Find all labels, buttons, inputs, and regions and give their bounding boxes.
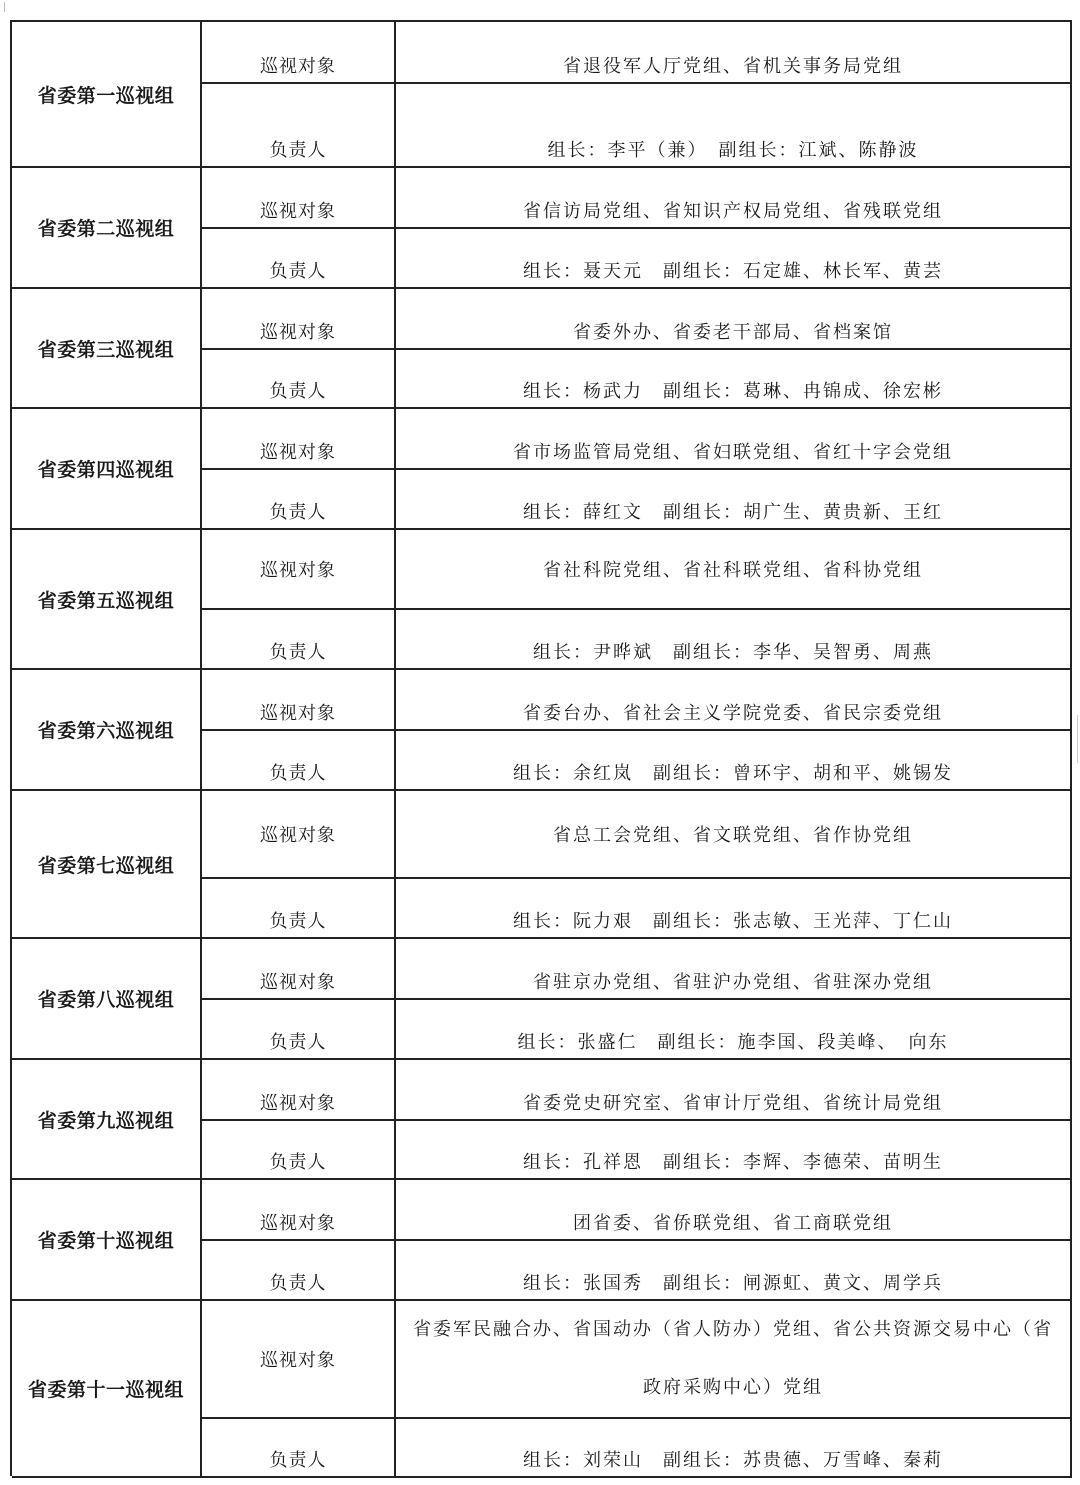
target-value: 省委党史研究室、省审计厅党组、省统计局党组 — [396, 1060, 1072, 1119]
leader-label: 负责人 — [202, 229, 396, 287]
leader-row — [202, 731, 1072, 789]
crop-mark — [4, 2, 9, 12]
leader-value: 组长：李平（兼） 副组长：江斌、陈静波 — [396, 84, 1072, 166]
target-row — [202, 939, 1072, 1000]
leader-label: 负责人 — [202, 1419, 396, 1476]
target-row — [202, 791, 1072, 879]
group-name: 省委第一巡视组 — [12, 22, 202, 166]
group-name: 省委第六巡视组 — [12, 670, 202, 789]
leader-value: 组长：尹晔斌 副组长：李华、吴智勇、周燕 — [396, 610, 1072, 668]
group-row — [12, 791, 1072, 939]
leader-label: 负责人 — [202, 1121, 396, 1178]
leader-label: 负责人 — [202, 1241, 396, 1299]
group-row — [12, 530, 1072, 670]
group-name: 省委第二巡视组 — [12, 168, 202, 287]
target-value: 团省委、省侨联党组、省工商联党组 — [396, 1180, 1072, 1239]
leader-row — [202, 350, 1072, 407]
group-row — [12, 168, 1072, 289]
target-value: 省信访局党组、省知识产权局党组、省残联党组 — [396, 168, 1072, 227]
target-label: 巡视对象 — [202, 1180, 396, 1239]
target-label: 巡视对象 — [202, 1060, 396, 1119]
group-name: 省委第十巡视组 — [12, 1180, 202, 1299]
group-row — [12, 22, 1072, 168]
leader-row — [202, 1000, 1072, 1058]
target-label: 巡视对象 — [202, 939, 396, 998]
leader-label: 负责人 — [202, 731, 396, 789]
target-label: 巡视对象 — [202, 1301, 396, 1417]
leader-row — [202, 1121, 1072, 1178]
target-value: 省委军民融合办、省国动办（省人防办）党组、省公共资源交易中心（省政府采购中心）党组 — [396, 1301, 1072, 1417]
leader-row — [202, 470, 1072, 528]
leader-row — [202, 610, 1072, 668]
target-label: 巡视对象 — [202, 670, 396, 729]
inspection-table — [10, 20, 1072, 1476]
leader-label: 负责人 — [202, 350, 396, 407]
target-label: 巡视对象 — [202, 168, 396, 227]
leader-value: 组长：余红岚 副组长：曾环宇、胡和平、姚锡发 — [396, 731, 1072, 789]
target-value: 省驻京办党组、省驻沪办党组、省驻深办党组 — [396, 939, 1072, 998]
leader-value: 组长：刘荣山 副组长：苏贵德、万雪峰、秦莉 — [396, 1419, 1072, 1476]
target-row — [202, 409, 1072, 470]
target-row — [202, 1180, 1072, 1241]
target-row — [202, 22, 1072, 84]
group-row — [12, 1301, 1072, 1478]
leader-label: 负责人 — [202, 879, 396, 937]
leader-row — [202, 84, 1072, 166]
target-row — [202, 530, 1072, 610]
target-row — [202, 670, 1072, 731]
leader-value: 组长：杨武力 副组长：葛琳、冉锦成、徐宏彬 — [396, 350, 1072, 407]
target-value: 省市场监管局党组、省妇联党组、省红十字会党组 — [396, 409, 1072, 468]
target-label: 巡视对象 — [202, 22, 396, 82]
leader-label: 负责人 — [202, 84, 396, 166]
leader-row — [202, 1241, 1072, 1299]
group-row — [12, 409, 1072, 530]
group-name: 省委第三巡视组 — [12, 289, 202, 407]
group-name: 省委第四巡视组 — [12, 409, 202, 528]
target-row — [202, 1301, 1072, 1419]
target-row — [202, 168, 1072, 229]
target-label: 巡视对象 — [202, 791, 396, 877]
leader-row — [202, 879, 1072, 937]
leader-row — [202, 1419, 1072, 1476]
group-row — [12, 289, 1072, 409]
edge-mark — [1073, 715, 1078, 763]
group-name: 省委第八巡视组 — [12, 939, 202, 1058]
group-name: 省委第九巡视组 — [12, 1060, 202, 1178]
target-value: 省委外办、省委老干部局、省档案馆 — [396, 289, 1072, 348]
leader-value: 组长：张盛仁 副组长：施李国、段美峰、 向东 — [396, 1000, 1072, 1058]
leader-value: 组长：张国秀 副组长：闸源虹、黄文、周学兵 — [396, 1241, 1072, 1299]
group-name: 省委第七巡视组 — [12, 791, 202, 937]
group-row — [12, 1060, 1072, 1180]
leader-value: 组长：孔祥恩 副组长：李辉、李德荣、苗明生 — [396, 1121, 1072, 1178]
leader-value: 组长：阮力艰 副组长：张志敏、王光萍、丁仁山 — [396, 879, 1072, 937]
leader-value: 组长：聂天元 副组长：石定雄、林长军、黄芸 — [396, 229, 1072, 287]
leader-label: 负责人 — [202, 1000, 396, 1058]
group-name: 省委第十一巡视组 — [12, 1301, 202, 1476]
target-value: 省社科院党组、省社科联党组、省科协党组 — [396, 530, 1072, 608]
leader-label: 负责人 — [202, 610, 396, 668]
target-value: 省退役军人厅党组、省机关事务局党组 — [396, 22, 1072, 82]
leader-value: 组长：薛红文 副组长：胡广生、黄贵新、王红 — [396, 470, 1072, 528]
target-label: 巡视对象 — [202, 289, 396, 348]
target-value: 省总工会党组、省文联党组、省作协党组 — [396, 791, 1072, 877]
group-row — [12, 1180, 1072, 1301]
leader-label: 负责人 — [202, 470, 396, 528]
leader-row — [202, 229, 1072, 287]
group-name: 省委第五巡视组 — [12, 530, 202, 668]
target-label: 巡视对象 — [202, 409, 396, 468]
target-label: 巡视对象 — [202, 530, 396, 608]
group-row — [12, 670, 1072, 791]
group-row — [12, 939, 1072, 1060]
target-row — [202, 1060, 1072, 1121]
target-row — [202, 289, 1072, 350]
target-value: 省委台办、省社会主义学院党委、省民宗委党组 — [396, 670, 1072, 729]
